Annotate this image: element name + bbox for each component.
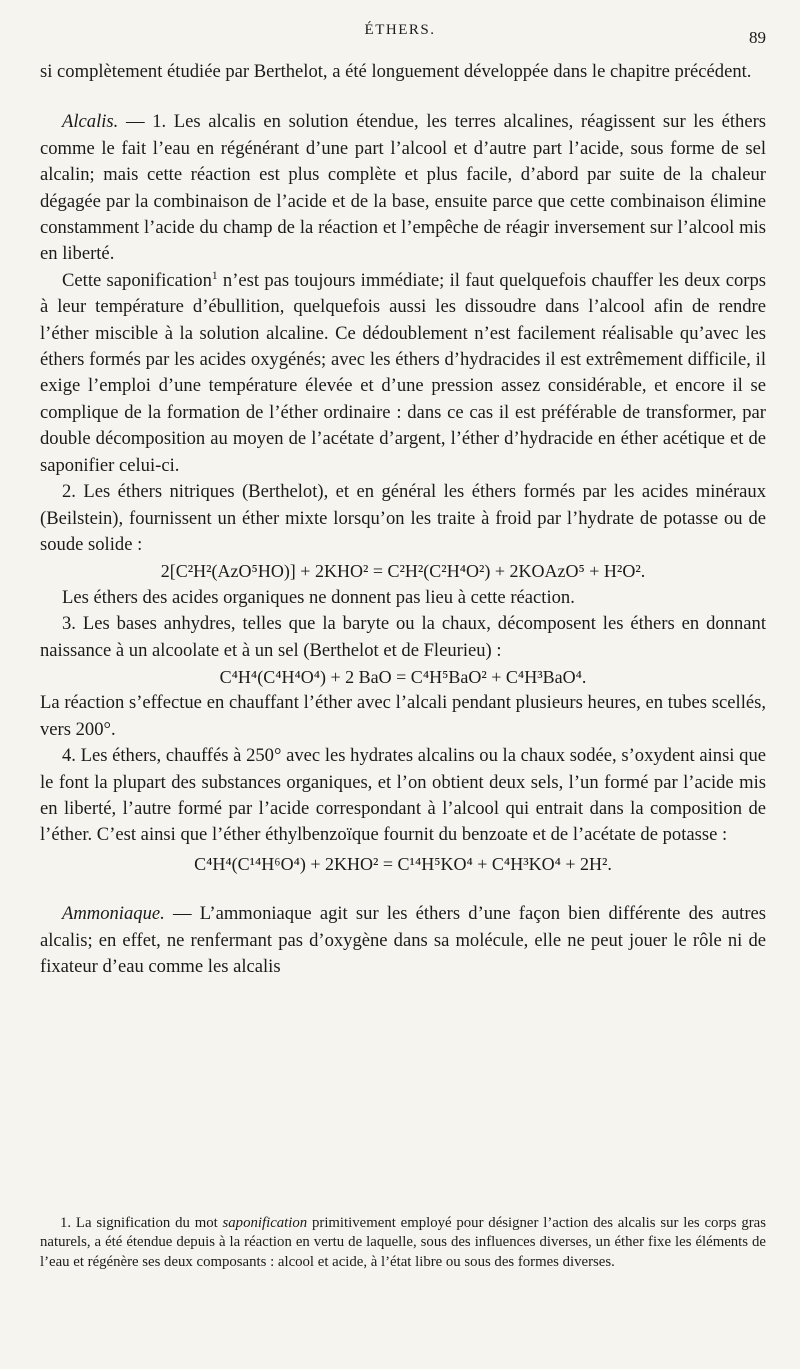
paragraph-alcalis-4: 4. Les éthers, chauffés à 250° avec les hydrates alcalins ou la chaux sodée, s’oxydent ainsi que le font la plupart des substances organiques, et l’on obtient deux sels, l’un formé par l’acide mis en liberté, l’autre formé par l’acide correspondant à l’alcool qui entrait dans la composition de l’éther. C’est ainsi que l’éther éthylbenzoïque fournit du benzoate et de l’acétate de potasse :: [40, 745, 766, 846]
main-text: [40, 59, 766, 980]
page-header: [0, 22, 800, 46]
footnote: [40, 1214, 766, 1272]
paragraph-alcalis-1: [40, 109, 766, 267]
paragraph-continuation: si complètement étudiée par Berthelot, a été longuement développée dans le chapitre précédent.: [40, 61, 752, 82]
paragraph-saponification: [40, 268, 766, 479]
footnote-number: 1.: [60, 1215, 72, 1231]
equation-3: C⁴H⁴(C¹⁴H⁶O⁴) + 2KHO² = C¹⁴H⁵KO⁴ + C⁴H³KO⁴ + 2H².: [194, 853, 612, 874]
footnote-text: primitivement employé pour désigner l’action des alcalis sur les corps gras naturels, a été étendue depuis à la réaction en vertu de laquelle, sous des influences diverses, un éther fixe les éléments de l’eau et régénère ses deux composants : alcool et acide, à l’état libre ou sous des formes diverses.: [40, 1215, 766, 1270]
section-heading-alcalis: Alcalis.: [62, 111, 119, 133]
paragraph-text: — 1. Les alcalis en solution étendue, les terres alcalines, réagissent sur les éthers comme le fait l’eau en régénérant d’une part l’alcool et d’autre part l’acide, sous forme de sel alcalin; mais cette réaction est plus complète et plus facile, d’abord par suite de la chaleur dégagée par la combinaison de l’acide et de la base, ensuite parce que cette combinaison élimine constamment l’acide du champ de la réaction et l’empêche de réagir inversement sur l’alcool mis en liberté.: [40, 111, 766, 265]
paragraph-text: n’est pas toujours immédiate; il faut quelquefois chauffer les deux corps à leur température d’ébullition, quelquefois aussi les dissoudre dans l’alcool afin de rendre l’éther miscible à la solution alcaline. Ce dédoublement n’est facilement réalisable qu’avec les éthers formés par les acides oxygénés; avec les éthers d’hydracides il est extrêmement difficile, il exige l’emploi d’une température élevée et d’une pression assez considérable, et encore il se complique de la formation de l’éther ordinaire : dans ce cas il est préférable de transformer, par double décomposition au moyen de l’acétate d’argent, l’éther d’hydracide en éther acétique et de saponifier celui-ci.: [40, 269, 766, 476]
paragraph-alcalis-3: 3. Les bases anhydres, telles que la baryte ou la chaux, décomposent les éthers en donnant naissance à un alcoolate et à un sel (Berthelot et de Fleurieu) :: [40, 613, 766, 661]
paragraph-organic: Les éthers des acides organiques ne donnent pas lieu à cette réaction.: [62, 586, 575, 608]
paragraph-text: Cette saponification: [62, 269, 212, 291]
equation-2: C⁴H⁴(C⁴H⁴O⁴) + 2 BaO = C⁴H⁵BaO² + C⁴H³BaO⁴.: [219, 666, 587, 687]
footnote-marker: 1: [211, 269, 218, 282]
running-title: ÉTHERS.: [364, 22, 436, 38]
footnote-area: [40, 1214, 766, 1272]
section-heading-ammoniaque: Ammoniaque.: [62, 903, 165, 925]
equation-1: 2[C²H²(AzO⁵HO)] + 2KHO² = C²H²(C²H⁴O²) + 2KOAzO⁵ + H²O².: [160, 561, 646, 582]
footnote-text: La signification du mot: [71, 1215, 223, 1231]
paragraph-ammoniaque: [40, 901, 766, 980]
footnote-term: saponification: [222, 1215, 308, 1231]
page-number: 89: [749, 28, 766, 47]
paragraph-alcalis-2: 2. Les éthers nitriques (Berthelot), et en général les éthers formés par les acides minéraux (Beilstein), fournissent un éther mixte lorsqu’on les traite à froid par l’hydrate de potasse ou de soude solide :: [40, 481, 766, 555]
paragraph-reaction: La réaction s’effectue en chauffant l’éther avec l’alcali pendant plusieurs heures, en tubes scellés, vers 200°.: [40, 692, 766, 740]
paragraph-text: — L’ammoniaque agit sur les éthers d’une façon bien différente des autres alcalis; en effet, ne renfermant pas d’oxygène dans sa molécule, elle ne peut jouer le rôle ni de fixateur d’eau comme les alcalis: [40, 903, 766, 977]
